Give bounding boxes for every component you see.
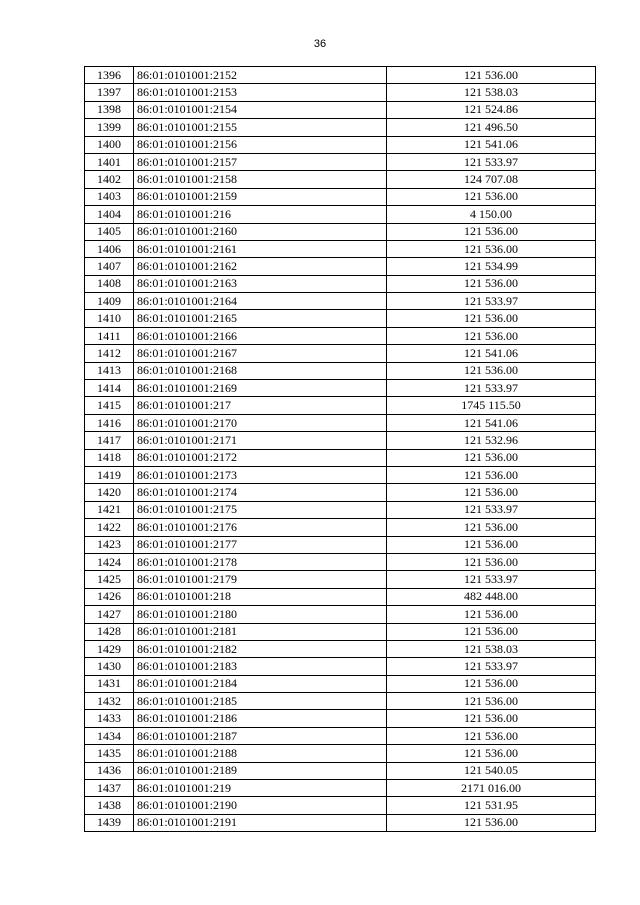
cadastral-number-cell: 86:01:0101001:2170: [134, 414, 387, 431]
table-row: [85, 745, 596, 762]
row-number-cell: 1396: [85, 67, 134, 84]
cadastral-number-cell: 86:01:0101001:2173: [134, 466, 387, 483]
row-number-cell: 1397: [85, 84, 134, 101]
table-row: [85, 814, 596, 831]
table-row: [85, 101, 596, 118]
cadastral-value-cell: 121 496.50: [387, 119, 596, 136]
cadastral-number-cell: 86:01:0101001:2186: [134, 710, 387, 727]
cadastral-number-cell: 86:01:0101001:2181: [134, 623, 387, 640]
row-number-cell: 1412: [85, 345, 134, 362]
row-number-cell: 1413: [85, 362, 134, 379]
row-number-cell: 1430: [85, 658, 134, 675]
cadastral-number-cell: 86:01:0101001:2178: [134, 553, 387, 570]
table-row: [85, 310, 596, 327]
table-row: [85, 119, 596, 136]
table-row: [85, 571, 596, 588]
cadastral-value-cell: 121 536.00: [387, 362, 596, 379]
cadastral-number-cell: 86:01:0101001:2167: [134, 345, 387, 362]
row-number-cell: 1419: [85, 466, 134, 483]
row-number-cell: 1410: [85, 310, 134, 327]
cadastral-value-cell: 121 541.06: [387, 136, 596, 153]
cadastral-number-cell: 86:01:0101001:2152: [134, 67, 387, 84]
page-number: 36: [313, 38, 327, 50]
cadastral-value-cell: 121 536.00: [387, 553, 596, 570]
cadastral-number-cell: 86:01:0101001:2190: [134, 797, 387, 814]
cadastral-number-cell: 86:01:0101001:2183: [134, 658, 387, 675]
cadastral-value-cell: 121 533.97: [387, 501, 596, 518]
cadastral-value-cell: 121 536.00: [387, 449, 596, 466]
row-number-cell: 1416: [85, 414, 134, 431]
cadastral-value-cell: 121 538.03: [387, 640, 596, 657]
table-row: [85, 588, 596, 605]
row-number-cell: 1422: [85, 519, 134, 536]
cadastral-value-cell: 121 536.00: [387, 275, 596, 292]
row-number-cell: 1418: [85, 449, 134, 466]
row-number-cell: 1436: [85, 762, 134, 779]
cadastral-value-cell: 482 448.00: [387, 588, 596, 605]
table-row: [85, 623, 596, 640]
cadastral-value-cell: 121 536.00: [387, 745, 596, 762]
cadastral-number-cell: 86:01:0101001:2185: [134, 693, 387, 710]
cadastral-number-cell: 86:01:0101001:2157: [134, 153, 387, 170]
table-row: [85, 397, 596, 414]
cadastral-number-cell: 86:01:0101001:2154: [134, 101, 387, 118]
table-row: [85, 293, 596, 310]
cadastral-number-cell: 86:01:0101001:2171: [134, 432, 387, 449]
cadastral-number-cell: 86:01:0101001:216: [134, 206, 387, 223]
table-row: [85, 606, 596, 623]
row-number-cell: 1398: [85, 101, 134, 118]
table-row: [85, 206, 596, 223]
row-number-cell: 1399: [85, 119, 134, 136]
table-row: [85, 536, 596, 553]
cadastral-number-cell: 86:01:0101001:2165: [134, 310, 387, 327]
cadastral-value-cell: 121 536.00: [387, 693, 596, 710]
table-row: [85, 223, 596, 240]
cadastral-value-cell: 121 536.00: [387, 727, 596, 744]
cadastral-value-cell: 121 536.00: [387, 223, 596, 240]
row-number-cell: 1423: [85, 536, 134, 553]
cadastral-value-cell: 121 536.00: [387, 710, 596, 727]
table-row: [85, 67, 596, 84]
cadastral-number-cell: 86:01:0101001:218: [134, 588, 387, 605]
row-number-cell: 1405: [85, 223, 134, 240]
cadastral-value-cell: 4 150.00: [387, 206, 596, 223]
table-row: [85, 658, 596, 675]
cadastral-value-cell: 121 536.00: [387, 67, 596, 84]
cadastral-value-cell: 121 533.97: [387, 658, 596, 675]
cadastral-number-cell: 86:01:0101001:2156: [134, 136, 387, 153]
table-row: [85, 693, 596, 710]
table-row: [85, 675, 596, 692]
cadastral-value-cell: 121 536.00: [387, 536, 596, 553]
cadastral-number-cell: 86:01:0101001:2191: [134, 814, 387, 831]
cadastral-value-cell: 121 524.86: [387, 101, 596, 118]
row-number-cell: 1420: [85, 484, 134, 501]
table-row: [85, 171, 596, 188]
table-row: [85, 275, 596, 292]
row-number-cell: 1437: [85, 780, 134, 797]
cadastral-number-cell: 86:01:0101001:2160: [134, 223, 387, 240]
row-number-cell: 1425: [85, 571, 134, 588]
table-row: [85, 380, 596, 397]
table-row: [85, 84, 596, 101]
cadastral-value-cell: 121 536.00: [387, 466, 596, 483]
cadastral-value-cell: 121 536.00: [387, 623, 596, 640]
table-row: [85, 327, 596, 344]
table-row: [85, 432, 596, 449]
cadastral-number-cell: 86:01:0101001:2155: [134, 119, 387, 136]
cadastral-value-cell: 121 536.00: [387, 606, 596, 623]
cadastral-number-cell: 86:01:0101001:2174: [134, 484, 387, 501]
table-body: [85, 67, 596, 832]
cadastral-value-cell: 121 531.95: [387, 797, 596, 814]
cadastral-value-cell: 121 536.00: [387, 327, 596, 344]
table-row: [85, 519, 596, 536]
row-number-cell: 1408: [85, 275, 134, 292]
cadastral-value-cell: 121 536.00: [387, 188, 596, 205]
table-row: [85, 762, 596, 779]
cadastral-value-cell: 121 541.06: [387, 414, 596, 431]
cadastral-number-cell: 86:01:0101001:2188: [134, 745, 387, 762]
table-row: [85, 414, 596, 431]
cadastral-number-cell: 86:01:0101001:2189: [134, 762, 387, 779]
row-number-cell: 1421: [85, 501, 134, 518]
cadastral-number-cell: 86:01:0101001:2161: [134, 240, 387, 257]
cadastral-number-cell: 86:01:0101001:2163: [134, 275, 387, 292]
row-number-cell: 1428: [85, 623, 134, 640]
table-row: [85, 780, 596, 797]
table-row: [85, 466, 596, 483]
cadastral-value-table: [84, 66, 596, 832]
cadastral-value-cell: 121 533.97: [387, 380, 596, 397]
cadastral-number-cell: 86:01:0101001:2177: [134, 536, 387, 553]
cadastral-value-cell: 121 536.00: [387, 519, 596, 536]
cadastral-number-cell: 86:01:0101001:2179: [134, 571, 387, 588]
cadastral-number-cell: 86:01:0101001:2184: [134, 675, 387, 692]
row-number-cell: 1439: [85, 814, 134, 831]
table-row: [85, 136, 596, 153]
cadastral-number-cell: 86:01:0101001:219: [134, 780, 387, 797]
row-number-cell: 1435: [85, 745, 134, 762]
row-number-cell: 1415: [85, 397, 134, 414]
cadastral-number-cell: 86:01:0101001:2176: [134, 519, 387, 536]
table-row: [85, 727, 596, 744]
cadastral-number-cell: 86:01:0101001:2169: [134, 380, 387, 397]
cadastral-number-cell: 86:01:0101001:2187: [134, 727, 387, 744]
row-number-cell: 1417: [85, 432, 134, 449]
table-row: [85, 640, 596, 657]
cadastral-value-cell: 2171 016.00: [387, 780, 596, 797]
cadastral-number-cell: 86:01:0101001:2168: [134, 362, 387, 379]
row-number-cell: 1427: [85, 606, 134, 623]
row-number-cell: 1411: [85, 327, 134, 344]
table-row: [85, 710, 596, 727]
cadastral-value-cell: 121 536.00: [387, 814, 596, 831]
row-number-cell: 1403: [85, 188, 134, 205]
cadastral-number-cell: 86:01:0101001:2182: [134, 640, 387, 657]
cadastral-number-cell: 86:01:0101001:217: [134, 397, 387, 414]
table-row: [85, 553, 596, 570]
row-number-cell: 1414: [85, 380, 134, 397]
row-number-cell: 1407: [85, 258, 134, 275]
cadastral-value-cell: 121 540.05: [387, 762, 596, 779]
cadastral-value-cell: 121 541.06: [387, 345, 596, 362]
cadastral-value-cell: 1745 115.50: [387, 397, 596, 414]
table-row: [85, 240, 596, 257]
row-number-cell: 1433: [85, 710, 134, 727]
row-number-cell: 1426: [85, 588, 134, 605]
cadastral-value-cell: 121 533.97: [387, 153, 596, 170]
table-row: [85, 449, 596, 466]
row-number-cell: 1429: [85, 640, 134, 657]
row-number-cell: 1402: [85, 171, 134, 188]
cadastral-value-cell: 121 536.00: [387, 310, 596, 327]
cadastral-number-cell: 86:01:0101001:2180: [134, 606, 387, 623]
row-number-cell: 1438: [85, 797, 134, 814]
row-number-cell: 1432: [85, 693, 134, 710]
cadastral-number-cell: 86:01:0101001:2166: [134, 327, 387, 344]
table-row: [85, 188, 596, 205]
cadastral-value-cell: 121 532.96: [387, 432, 596, 449]
cadastral-number-cell: 86:01:0101001:2158: [134, 171, 387, 188]
cadastral-value-cell: 121 536.00: [387, 675, 596, 692]
cadastral-number-cell: 86:01:0101001:2153: [134, 84, 387, 101]
cadastral-value-cell: 121 533.97: [387, 571, 596, 588]
cadastral-number-cell: 86:01:0101001:2172: [134, 449, 387, 466]
cadastral-value-cell: 121 533.97: [387, 293, 596, 310]
table-row: [85, 797, 596, 814]
row-number-cell: 1434: [85, 727, 134, 744]
cadastral-number-cell: 86:01:0101001:2162: [134, 258, 387, 275]
cadastral-value-cell: 121 534.99: [387, 258, 596, 275]
table-row: [85, 484, 596, 501]
cadastral-value-cell: 121 536.00: [387, 484, 596, 501]
cadastral-value-cell: 121 538.03: [387, 84, 596, 101]
cadastral-number-cell: 86:01:0101001:2159: [134, 188, 387, 205]
table-row: [85, 258, 596, 275]
row-number-cell: 1409: [85, 293, 134, 310]
table-row: [85, 345, 596, 362]
cadastral-value-cell: 124 707.08: [387, 171, 596, 188]
table-row: [85, 153, 596, 170]
table-row: [85, 362, 596, 379]
row-number-cell: 1424: [85, 553, 134, 570]
row-number-cell: 1401: [85, 153, 134, 170]
row-number-cell: 1404: [85, 206, 134, 223]
row-number-cell: 1400: [85, 136, 134, 153]
row-number-cell: 1406: [85, 240, 134, 257]
cadastral-number-cell: 86:01:0101001:2175: [134, 501, 387, 518]
row-number-cell: 1431: [85, 675, 134, 692]
cadastral-value-cell: 121 536.00: [387, 240, 596, 257]
cadastral-number-cell: 86:01:0101001:2164: [134, 293, 387, 310]
table-row: [85, 501, 596, 518]
